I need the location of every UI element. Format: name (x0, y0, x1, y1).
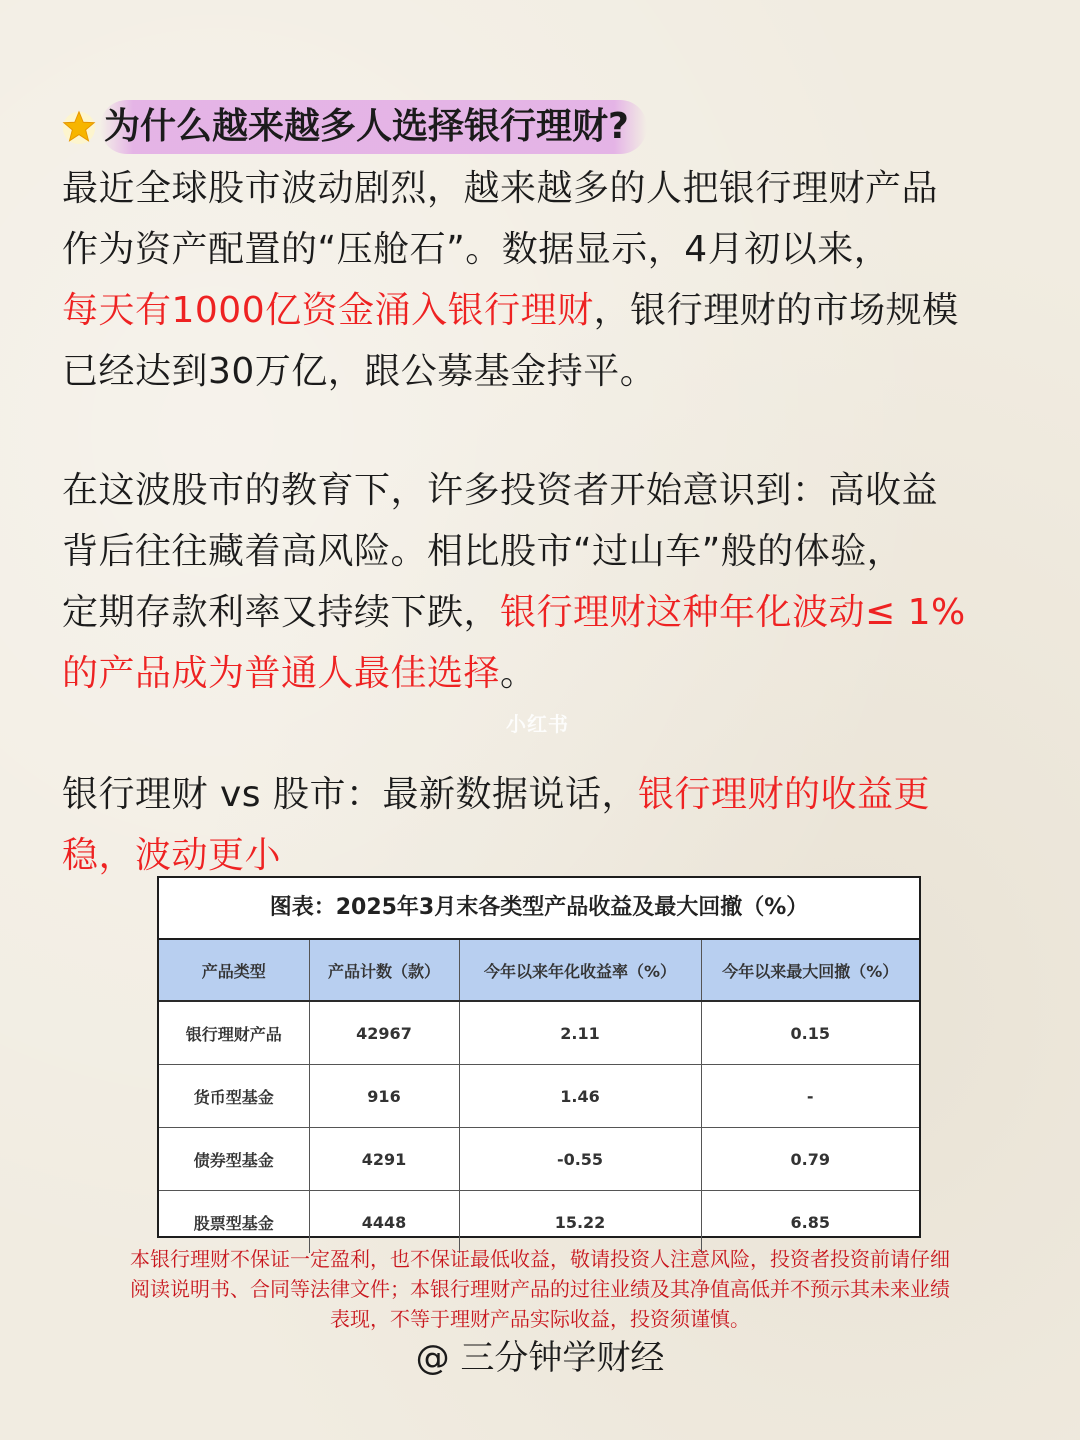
table-cell: 股票型基金 (159, 1191, 309, 1254)
text-line: 银行理财 vs 股市：最新数据说话，银行理财的收益更 (62, 774, 930, 815)
text-line: 作为资产配置的“压舱石”。数据显示，4月初以来， (62, 229, 891, 270)
disclaimer-line: 表现，不等于理财产品实际收益，投资须谨慎。 (330, 1307, 750, 1331)
text-line: 背后往往藏着高风险。相比股市“过山车”般的体验， (62, 531, 904, 572)
column-header: 今年以来最大回撤（%） (701, 940, 919, 1001)
data-table-card (157, 876, 921, 1238)
watermark-logo: 小红书 (506, 712, 569, 736)
table-row (159, 1065, 919, 1128)
glowing-star-icon (60, 108, 98, 146)
data-table (159, 940, 919, 1253)
table-cell: 货币型基金 (159, 1065, 309, 1128)
risk-disclaimer (54, 1244, 1026, 1334)
paragraph-education (62, 460, 1022, 704)
table-cell: 银行理财产品 (159, 1001, 309, 1065)
table-cell: 6.85 (790, 1212, 830, 1232)
table-cell: 2.11 (459, 1001, 701, 1065)
table-header-row (159, 940, 919, 1001)
table-cell: 1.46 (459, 1065, 701, 1128)
disclaimer-line: 本银行理财不保证一定盈利，也不保证最低收益，敬请投资人注意风险，投资者投资前请仔细 (130, 1247, 950, 1271)
table-title: 图表：2025年3月末各类型产品收益及最大回撤（%） (159, 878, 919, 940)
table-row (159, 1128, 919, 1191)
table-cell: 15.22 (459, 1191, 701, 1254)
table-cell: 42967 (309, 1001, 459, 1065)
text-line: 已经达到30万亿，跟公募基金持平。 (62, 351, 657, 392)
table-cell: 4448 (309, 1191, 459, 1254)
highlight-text: 银行理财这种年化波动≤ 1% (500, 592, 966, 633)
text-line: 定期存款利率又持续下跌，银行理财这种年化波动≤ 1% (62, 592, 966, 633)
heading (60, 100, 647, 154)
text-line: 每天有1000亿资金涌入银行理财，银行理财的市场规模 (62, 290, 959, 331)
heading-title: 为什么越来越多人选择银行理财? (100, 100, 647, 154)
column-header: 今年以来年化收益率（%） (459, 940, 701, 1001)
column-header: 产品类型 (159, 940, 309, 1001)
table-cell: 0.15 (701, 1001, 919, 1065)
table-row (159, 1001, 919, 1065)
text-line: 最近全球股市波动剧烈，越来越多的人把银行理财产品 (62, 168, 939, 209)
table-cell: - (701, 1065, 919, 1128)
highlight-text: 稳，波动更小 (62, 835, 282, 876)
disclaimer-line: 阅读说明书、合同等法律文件；本银行理财产品的过往业绩及其净值高低并不预示其未来业绩 (130, 1277, 950, 1301)
table-cell: -0.55 (459, 1128, 701, 1191)
column-header: 产品计数（款） (309, 940, 459, 1001)
table-cell: 0.79 (701, 1128, 919, 1191)
text-line: 在这波股市的教育下，许多投资者开始意识到：高收益 (62, 470, 939, 511)
table-cell: 4291 (309, 1128, 459, 1191)
text-line: 的产品成为普通人最佳选择。 (62, 653, 537, 694)
highlight-text: 银行理财的收益更 (637, 774, 930, 815)
table-cell: 债券型基金 (159, 1128, 309, 1191)
highlight-text: 每天有1000亿资金涌入银行理财 (62, 290, 594, 331)
table-cell: 916 (309, 1065, 459, 1128)
highlight-text: 的产品成为普通人最佳选择 (62, 653, 501, 694)
paragraph-comparison (62, 764, 1022, 886)
paragraph-intro (62, 158, 1022, 402)
author-signature: @ 三分钟学财经 (415, 1338, 665, 1378)
